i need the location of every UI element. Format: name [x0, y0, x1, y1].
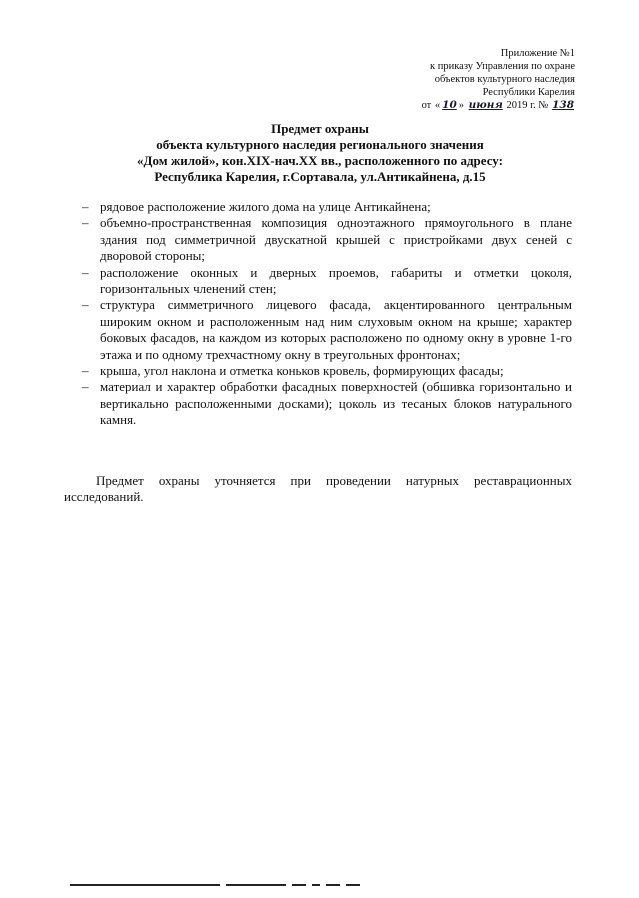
- title-line-1: Предмет охраны: [271, 121, 369, 136]
- title-line-3: «Дом жилой», кон.XIX-нач.XX вв., расположенного по адресу:: [137, 153, 503, 168]
- order-year: 2019 г. №: [506, 100, 549, 111]
- list-item: [82, 297, 572, 363]
- handwritten-day: 10: [442, 99, 457, 111]
- document-title: [90, 121, 550, 185]
- list-item-text: расположение оконных и дверных проемов, габариты и отметки цоколя, горизонтальных членений стен;: [100, 264, 572, 297]
- bullet-dash: –: [82, 363, 89, 379]
- bullet-dash: –: [82, 379, 89, 395]
- list-item: [82, 379, 572, 428]
- appendix-date-line: от « 10 » июня 2019 г. № 138: [421, 99, 574, 111]
- handwritten-order-number: 138: [552, 99, 574, 111]
- protection-items-list: [82, 199, 572, 429]
- list-item: [82, 215, 572, 264]
- list-item: [82, 199, 572, 215]
- list-item-text: объемно-пространственная композиция одноэтажного прямоугольного в плане здания под симметричной двускатной крышей с пристройками двух сеней с дворовой стороны;: [100, 215, 572, 264]
- closing-note: Предмет охраны уточняется при проведении натурных реставрационных исследований.: [64, 473, 572, 505]
- appendix-line-2: к приказу Управления по охране: [430, 61, 575, 72]
- appendix-line-4: Республики Карелия: [482, 87, 575, 98]
- appendix-header: [422, 47, 575, 112]
- title-line-2: объекта культурного наследия регионального значения: [156, 137, 484, 152]
- bullet-dash: –: [82, 215, 89, 231]
- list-item-text: структура симметричного лицевого фасада, акцентированного центральным широким окном и расположенным над ним слуховым окном на крыше; характер боковых фасадов, на каждом из которых расположено по одному окну в уровне 1-го этажа и по одному трехчастному окну в треугольных фронтонах;: [100, 297, 572, 362]
- list-item-text: крыша, угол наклона и отметка коньков кровель, формирующих фасады;: [100, 363, 504, 379]
- list-item: [82, 363, 572, 379]
- title-line-4: Республика Карелия, г.Сортавала, ул.Антикайнена, д.15: [154, 169, 486, 184]
- bottom-rule-line: [70, 884, 360, 887]
- handwritten-month: июня: [468, 99, 503, 111]
- appendix-line-1: Приложение №1: [500, 48, 575, 59]
- list-item: [82, 265, 572, 298]
- list-item-text: материал и характер обработки фасадных поверхностей (обшивка горизонтально и вертикально расположенными досками); цоколь из тесаных блоков натурального камня.: [100, 379, 572, 428]
- list-item-text: рядовое расположение жилого дома на улице Антикайнена;: [100, 199, 431, 214]
- bullet-dash: –: [82, 264, 89, 280]
- date-prefix: от: [421, 100, 432, 111]
- appendix-line-3: объектов культурного наследия: [434, 74, 575, 85]
- bullet-dash: –: [82, 297, 89, 313]
- bullet-dash: –: [82, 199, 89, 214]
